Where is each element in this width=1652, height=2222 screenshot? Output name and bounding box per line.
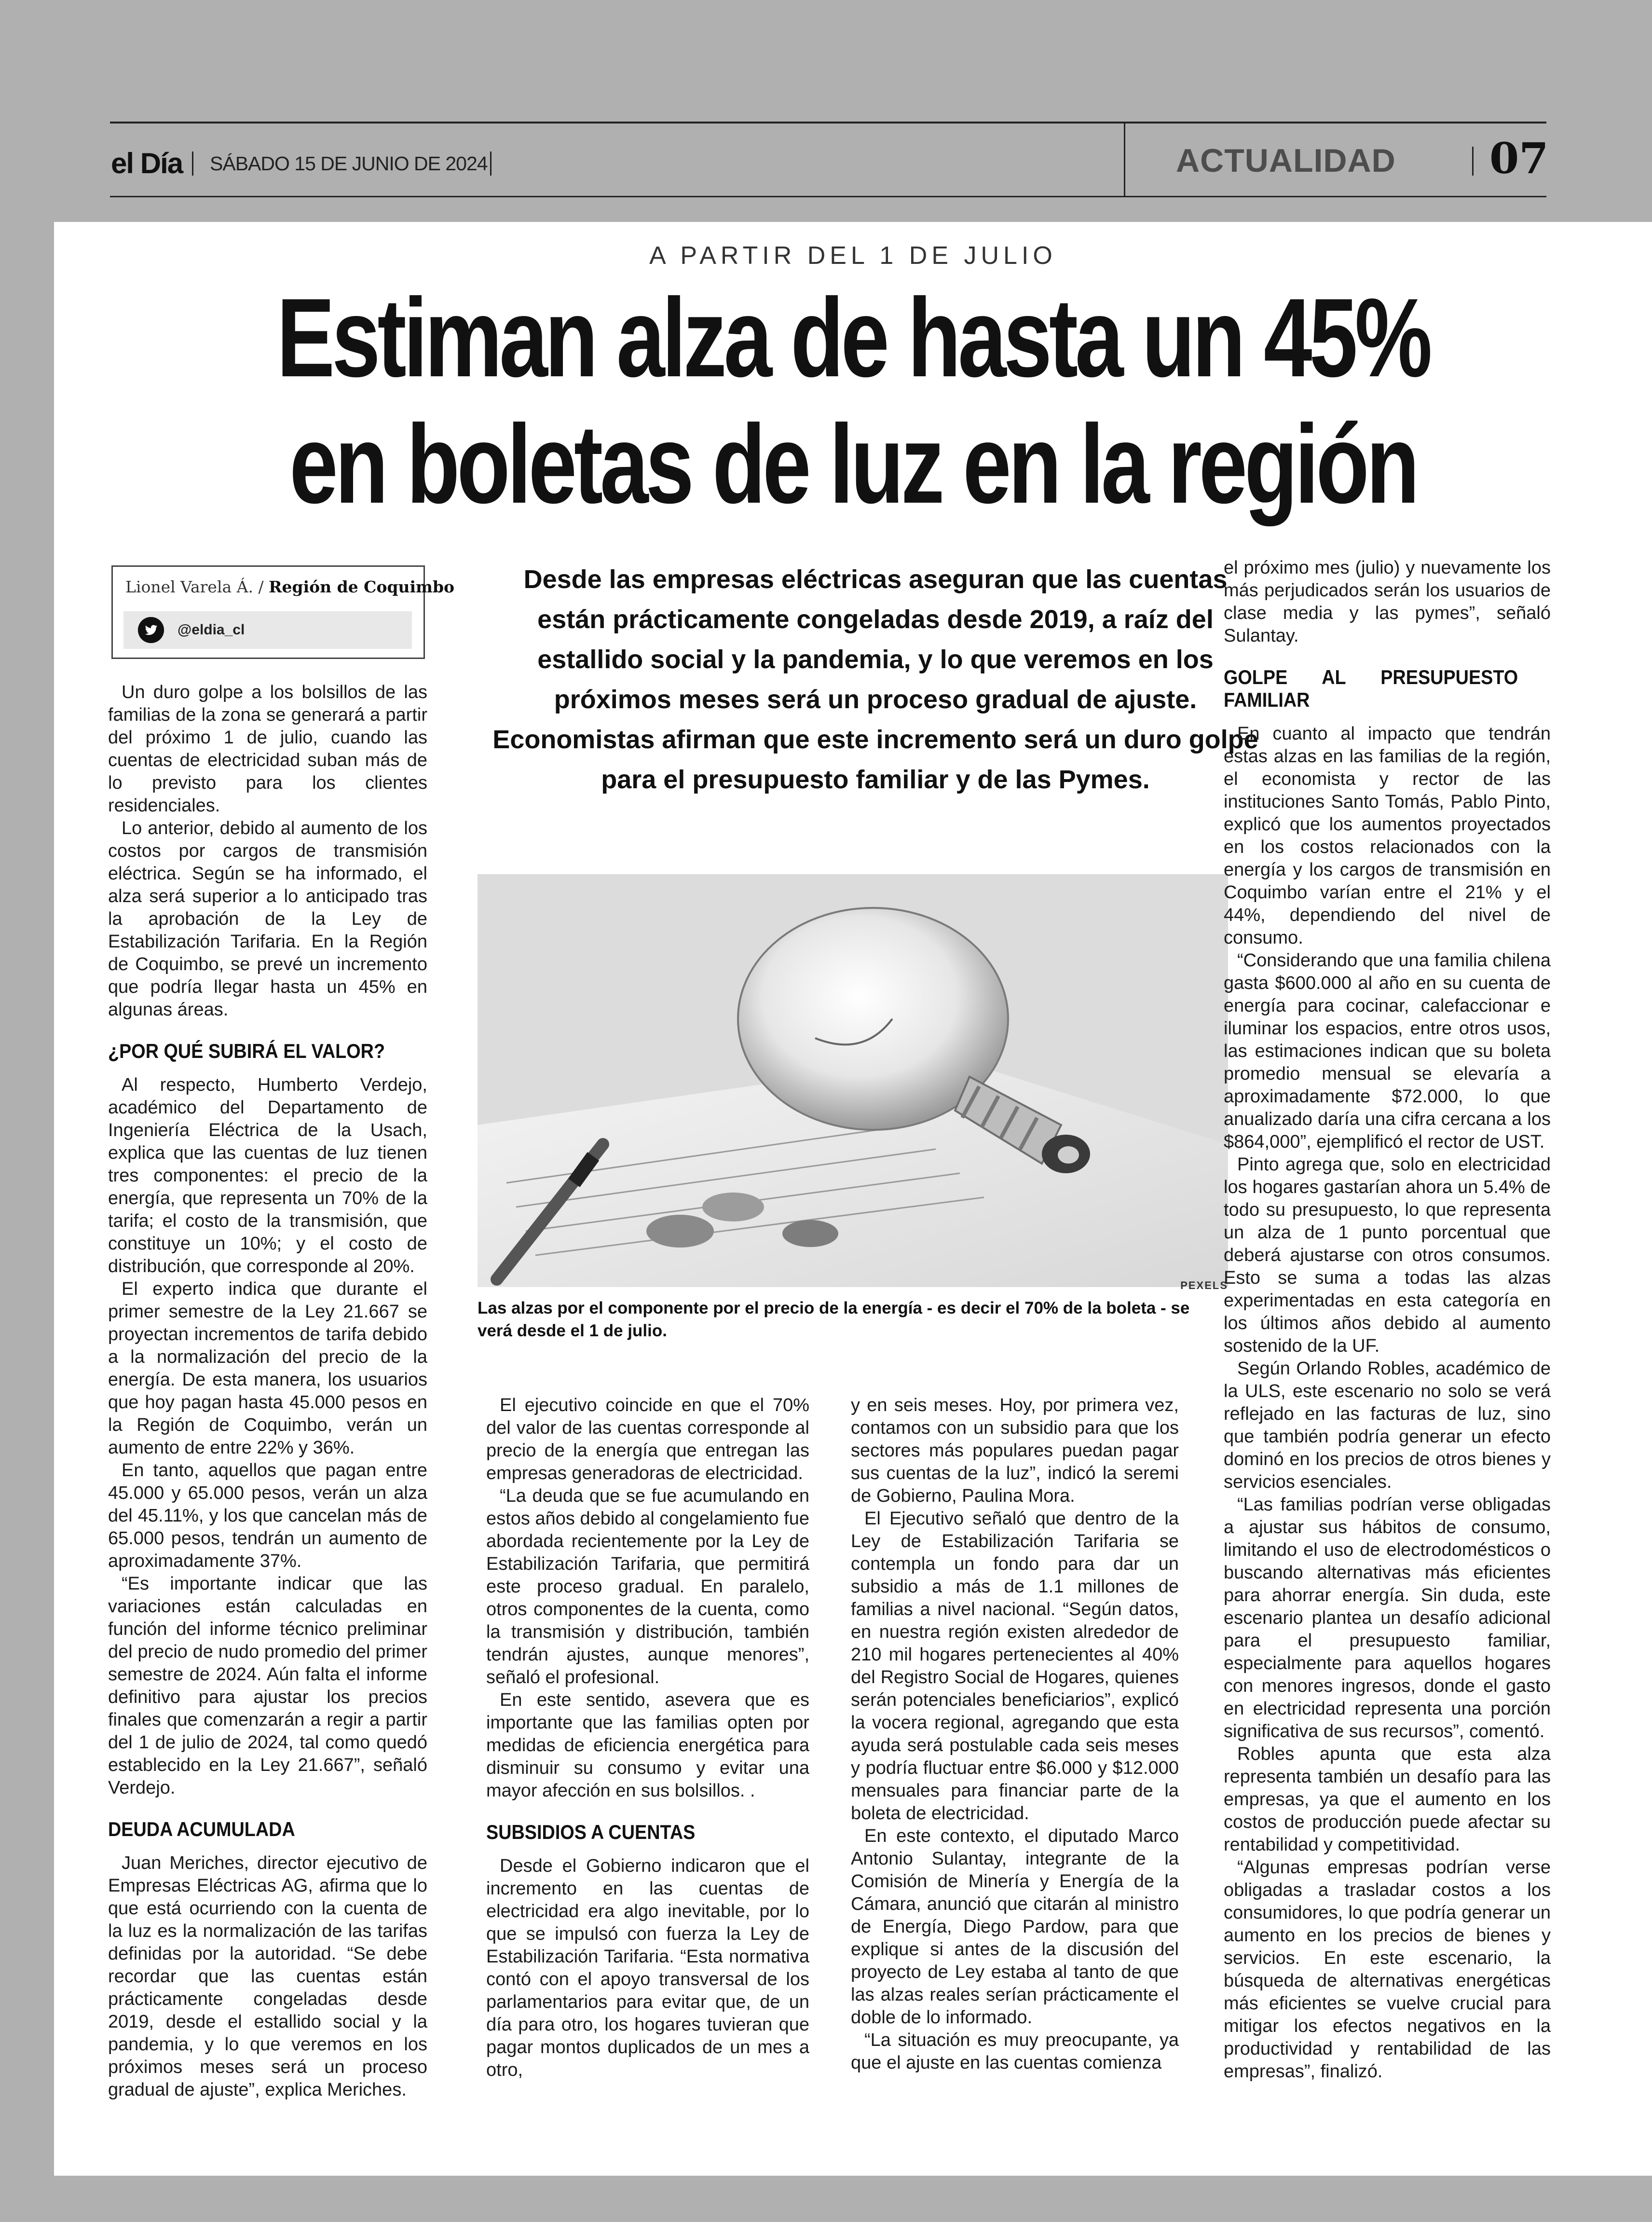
masthead-separator xyxy=(192,151,193,176)
article-headline xyxy=(54,275,1652,528)
subheading: GOLPE AL PRESUPUESTO FAMILIAR xyxy=(1224,666,1518,711)
masthead-separator xyxy=(490,151,492,176)
headline-line-1: Estiman alza de hasta un 45% xyxy=(276,275,1430,400)
article-page xyxy=(54,222,1652,2176)
paragraph: “Algunas empresas podrían verse obligadas a trasladar costos a los consumidores, lo que podría generar un aumento en los precios de bienes y servicios. En este escenario, la búsqueda de alternativas energéticas más eficientes se vuelve crucial para mitigar los efectos negativos en la productividad y rentabilidad de las empresas”, finalizó. xyxy=(1224,1857,1551,2082)
subheading: DEUDA ACUMULADA xyxy=(108,1818,295,1840)
subheading: SUBSIDIOS A CUENTAS xyxy=(486,1821,696,1843)
column-3 xyxy=(851,1394,1179,2074)
byline-box xyxy=(111,565,455,659)
page-number: 07 xyxy=(1489,133,1549,183)
paragraph: Lo anterior, debido al aumento de los costos por cargos de transmisión eléctrica. Según se ha informado, el alza será superior a lo anticipado tras la aprobación de la Ley de Estabilización Tarifaria. En la Región de Coquimbo, se prevé un incremento que podría llegar hasta un 45% en algunas áreas. xyxy=(108,818,427,1020)
paragraph: Desde el Gobierno indicaron que el incremento en las cuentas de electricidad era algo inevitable, por lo que se impulsó con fuerza la Ley de Estabilización Tarifaria. “Esta normativa contó con el apoyo transversal de los parlamentarios para evitar que, de un día para otro, los hogares tuvieran que pagar montos duplicados de un mes a otro, xyxy=(486,1856,809,2080)
byline-author: Lionel Varela Á. / xyxy=(125,577,264,596)
paragraph: Robles apunta que esta alza representa también un desafío para las empresas, ya que el aumento en los costos de producción puede afectar su rentabilidad y competitividad. xyxy=(1224,1744,1551,1855)
photo-caption: Las alzas por el componente por el precio de la energía - es decir el 70% de la boleta - se verá desde el 1 de julio. xyxy=(478,1299,1190,1340)
paragraph: En tanto, aquellos que pagan entre 45.000 y 65.000 pesos, verán un alza del 45.11%, y los que cancelan más de 65.000 pesos, tendrán un aumento de aproximadamente 37%. xyxy=(108,1460,427,1571)
paragraph: “Es importante indicar que las variaciones están calculadas en función del informe técnico preliminar del precio de nudo promedio del primer semestre de 2024. Aún falta el informe definitivo para ajustar los precios finales que comenzarán a regir a partir del 1 de julio de 2024, tal como quedó establecido en la Ley 21.667”, señaló Verdejo. xyxy=(108,1574,427,1798)
column-2 xyxy=(486,1394,809,2082)
paragraph: el próximo mes (julio) y nuevamente los más perjudicados serán los usuarios de clase media y las pymes”, señaló Sulantay. xyxy=(1224,558,1551,646)
byline-region: Región de Coquimbo xyxy=(269,577,455,596)
section-name: ACTUALIDAD xyxy=(1176,142,1396,179)
subheading: ¿POR QUÉ SUBIRÁ EL VALOR? xyxy=(108,1040,385,1062)
paragraph: El experto indica que durante el primer semestre de la Ley 21.667 se proyectan incrementos de tarifa debido a la normalización del precio de la energía. De esta manera, los usuarios que hoy pagan hasta 45.000 pesos en la Región de Coquimbo, verán un aumento de entre 22% y 36%. xyxy=(108,1279,427,1458)
paragraph: Al respecto, Humberto Verdejo, académico del Departamento de Ingeniería Eléctrica de la Usach, explica que las cuentas de luz tienen tres componentes: el precio de la energía, que representa un 70% de la tarifa; el costo de la transmisión, que constituye un 10%; y el costo de distribución, que corresponde al 20%. xyxy=(108,1075,427,1276)
masthead xyxy=(110,122,1549,197)
paragraph: “Las familias podrían verse obligadas a ajustar sus hábitos de consumo, limitando el uso de electrodomésticos o buscando alternativas más eficientes para ahorrar energía. Sin duda, este escenario plantea un desafío adicional para el presupuesto familiar, especialmente para aquellos hogares con menores ingresos, donde el gasto en electricidad representa una porción significativa de sus recursos”, comentó. xyxy=(1224,1495,1551,1742)
paragraph: y en seis meses. Hoy, por primera vez, contamos con un subsidio para que los sectores más populares puedan pagar sus cuentas de la luz”, indicó la seremi de Gobierno, Paulina Mora. xyxy=(851,1395,1179,1506)
paragraph: “La situación es muy preocupante, ya que el ajuste en las cuentas comienza xyxy=(851,2030,1179,2073)
column-4 xyxy=(1224,557,1551,2083)
newspaper-logo[interactable]: el Día xyxy=(111,147,183,179)
issue-date: SÁBADO 15 DE JUNIO DE 2024 xyxy=(210,152,488,175)
paragraph: En este sentido, asevera que es importante que las familias opten por medidas de eficiencia energética para disminuir su consumo y evitar una mayor afección en sus bolsillos. . xyxy=(486,1690,809,1801)
article-deck: Desde las empresas eléctricas aseguran que las cuentas están prácticamente congeladas desde 2019, a raíz del estallido social y la pandemia, y lo que veremos en los próximos meses será un proceso gradual de ajuste. Economistas afirman que este incremento será un duro golpe para el presupuesto familiar y de las Pymes. xyxy=(492,565,1258,794)
social-bar[interactable] xyxy=(123,611,412,649)
masthead-divider xyxy=(1124,123,1125,196)
paragraph: Un duro golpe a los bolsillos de las familias de la zona se generará a partir del próximo 1 de julio, cuando las cuentas de electricidad suban más de lo previsto para los clientes residenciales. xyxy=(108,682,427,816)
photo-credit: PEXELS xyxy=(1180,1279,1228,1291)
masthead-separator xyxy=(1472,147,1474,176)
twitter-bird-icon xyxy=(138,617,164,643)
paragraph: Juan Meriches, director ejecutivo de Empresas Eléctricas AG, afirma que lo que está ocurriendo con la cuenta de la luz es la normalización de las tarifas definidas por la autoridad. “Se debe recordar que las cuentas están prácticamente congeladas desde 2019, desde el estallido social y la pandemia, y lo que veremos en los próximos meses será un proceso gradual de ajuste”, explica Meriches. xyxy=(108,1853,427,2100)
article-kicker: A PARTIR DEL 1 DE JULIO xyxy=(649,242,1057,270)
paragraph: En cuanto al impacto que tendrán estas alzas en las familias de la región, el economista y rector de las instituciones Santo Tomás, Pablo Pinto, explicó que los aumentos proyectados en los costos relacionados con la energía y los cargos de transmisión en Coquimbo varían entre el 21% y el 44%, dependiendo del nivel de consumo. xyxy=(1224,724,1551,948)
paragraph: Pinto agrega que, solo en electricidad los hogares gastarían ahora un 5.4% de todo su presupuesto, lo que representa un alza de 1 punto porcentual que deberá ajustarse con otros consumos. Esto se suma a todas las alzas experimentadas en esta categoría en los últimos años debido al aumento sostenido de la UF. xyxy=(1224,1154,1551,1356)
lightbulb-photo[interactable] xyxy=(478,874,1228,1287)
paragraph: “La deuda que se fue acumulando en estos años debido al congelamiento fue abordada recientemente por la Ley de Estabilización Tarifaria, que permitirá este proceso gradual. En paralelo, otros componentes de la cuenta, como la transmisión y distribución, también tendrán ajustes, aunque menores”, señaló el profesional. xyxy=(486,1486,809,1687)
byline xyxy=(125,577,454,596)
paragraph: En este contexto, el diputado Marco Antonio Sulantay, integrante de la Comisión de Minería y Energía de la Cámara, anunció que citarán al ministro de Energía, Diego Pardow, para que explique si antes de la discusión del proyecto de Ley estaba al tanto de que las alzas reales serían prácticamente el doble de lo informado. xyxy=(851,1826,1179,2028)
column-1 xyxy=(108,681,427,2101)
paragraph: Según Orlando Robles, académico de la ULS, este escenario no solo se verá reflejado en las facturas de luz, sino que también podría generar un efecto dominó en los precios de otros bienes y servicios esenciales. xyxy=(1224,1358,1551,1492)
paragraph: El Ejecutivo señaló que dentro de la Ley de Estabilización Tarifaria se contempla un fondo para dar un subsidio a más de 1.1 millones de familias a nivel nacional. “Según datos, en nuestra región existen alrededor de 210 mil hogares pertenecientes al 40% del Registro Social de Hogares, quienes serán potenciales beneficiarios”, explicó la vocera regional, agregando que esta ayuda será postulable cada seis meses y podría fluctuar entre $6.000 y $12.000 mensuales para financiar parte de la boleta de electricidad. xyxy=(851,1509,1179,1824)
headline-line-2: en boletas de luz en la región xyxy=(289,402,1417,527)
social-handle: @eldia_cl xyxy=(177,622,245,638)
paragraph: El ejecutivo coincide en que el 70% del valor de las cuentas corresponde al precio de la energía que entregan las empresas generadoras de electricidad. xyxy=(486,1395,809,1483)
paragraph: “Considerando que una familia chilena gasta $600.000 al año en su cuenta de energía para cocinar, calefaccionar e iluminar los espacios, entre otros usos, las estimaciones indican que su boleta promedio mensual se elevaría a aproximadamente $72.000, lo que anualizado daría una cifra cercana a los $864,000”, ejemplificó el rector de UST. xyxy=(1224,950,1551,1152)
